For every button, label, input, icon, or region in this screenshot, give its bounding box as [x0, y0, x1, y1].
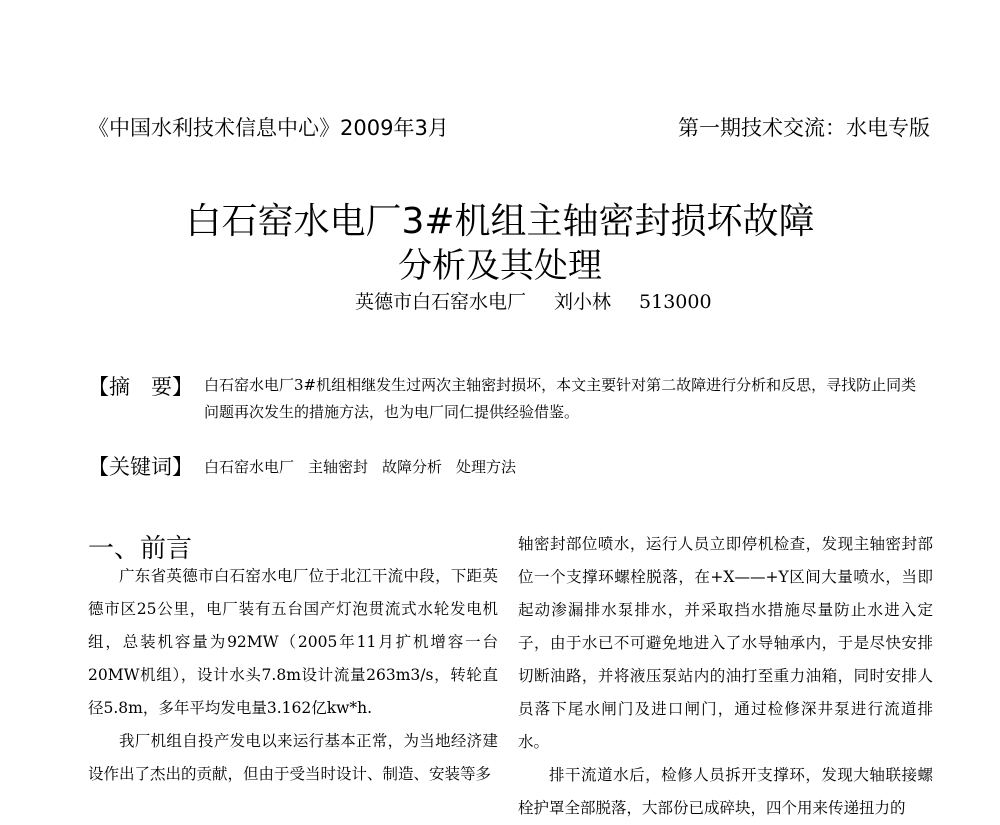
section-title: 一、前言	[88, 534, 193, 564]
paragraph: 广东省英德市白石窑水电厂位于北江干流中段，下距英德市区25公里，电厂装有五台国产灯泡贯流式水轮发电机组，总装机容量为92MW（2005年11月扩机增容一台20MW机组），设计水头7.8m设计流量263m3/s，转轮直径5.8m，多年平均发电量3.162亿kw*h.	[88, 567, 498, 717]
paragraph: 排干流道水后，检修人员拆开支撑环，发现大轴联接螺栓护罩全部脱落，大部份已成碎块，四个用来传递扭力的	[518, 766, 933, 817]
keywords-label: 【关键词】	[88, 455, 193, 479]
abstract-text: 白石窑水电厂3#机组相继发生过两次主轴密封损坏，本文主要针对第二故障进行分析和反思，寻找防止同类问题再次发生的措施方法，也为电厂同仁提供经验借鉴。	[204, 376, 917, 421]
journal-header-right: 第一期技术交流：水电专版	[678, 116, 930, 140]
body-column-right	[518, 528, 933, 825]
postcode: 513000	[639, 291, 712, 313]
keyword: 处理方法	[456, 458, 517, 476]
abstract-label: 【摘 要】	[88, 375, 193, 399]
author-name: 刘小林	[554, 291, 612, 313]
paragraph: 轴密封部位喷水，运行人员立即停机检查，发现主轴密封部位一个支撑环螺栓脱落，在+X——+Y区间大量喷水，当即起动渗漏排水泵排水，并采取挡水措施尽量防止水进入定子，由于水已不可避免地进入了水导轴承内，于是尽快安排切断油路，并将液压泵站内的油打至重力油箱，同时安排人员落下尾水闸门及进口闸门，通过检修深井泵进行流道排水。	[518, 535, 933, 751]
paper-title-line1: 白石窑水电厂3#机组主轴密封损坏故障	[185, 201, 815, 242]
paragraph: 我厂机组自投产发电以来运行基本正常，为当地经济建设作出了杰出的贡献，但由于受当时设计、制造、安装等多	[88, 732, 498, 783]
journal-header-left: 《中国水利技术信息中心》2009年3月	[88, 116, 449, 140]
affiliation: 英德市白石窑水电厂	[355, 291, 527, 313]
body-column-left	[88, 560, 498, 791]
keywords-list	[204, 456, 530, 477]
keyword: 主轴密封	[308, 458, 369, 476]
keyword: 白石窑水电厂	[204, 458, 295, 476]
keyword: 故障分析	[382, 458, 443, 476]
byline	[355, 287, 740, 314]
paper-title-line2: 分析及其处理	[398, 246, 602, 286]
